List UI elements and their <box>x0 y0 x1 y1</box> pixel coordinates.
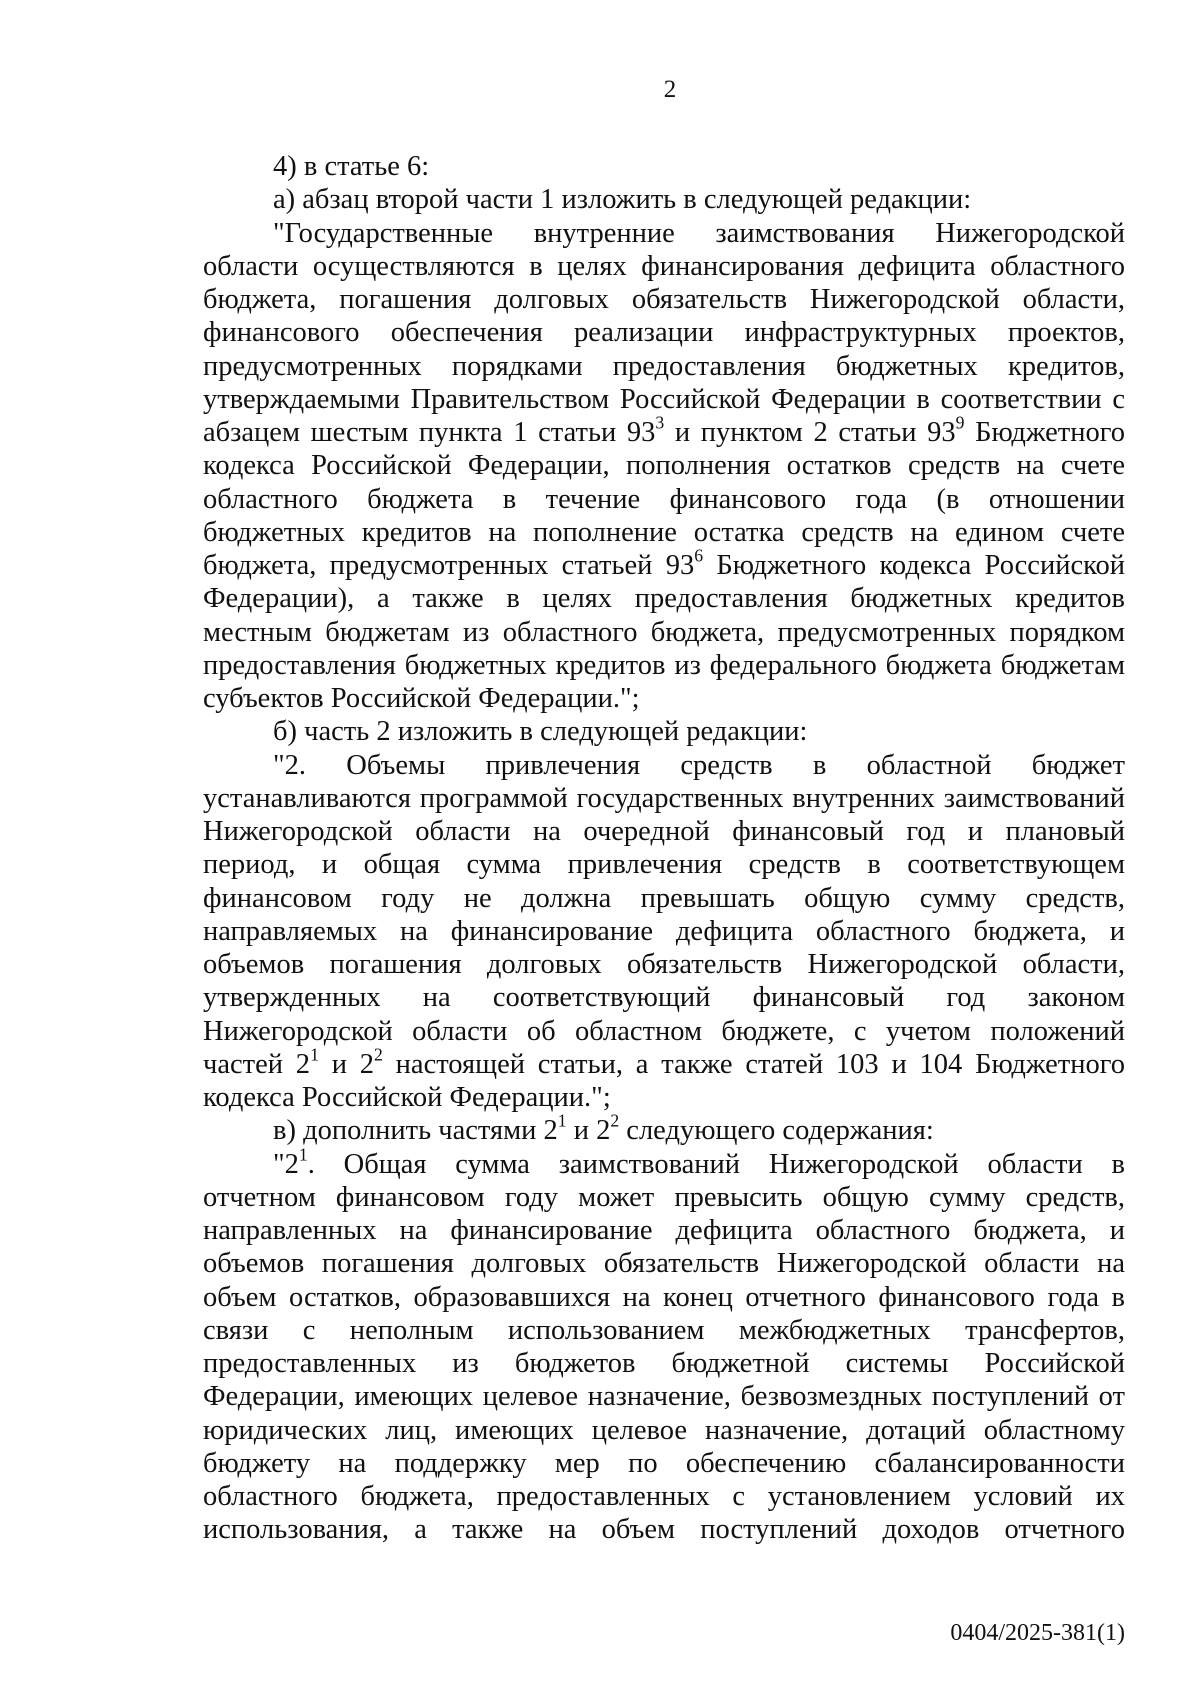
quote-b-line: устанавливаются программой государственных внутренних заимствований <box>203 782 1125 814</box>
quote-c-line: объемов погашения долговых обязательств Нижегородской области на <box>203 1248 1125 1280</box>
quote-c-line: направленных на финансирование дефицита областного бюджета, и <box>203 1215 1125 1246</box>
quote-b-line: утвержденных на соответствующий финансовый год законом <box>203 982 1125 1014</box>
text-fragment: следующего содержания: <box>619 1115 934 1147</box>
text-fragment: бюджета, предусмотренных статьей 93 <box>203 550 695 581</box>
quote-c-line: объем остатков, образовавшихся на конец отчетного финансового года в <box>203 1281 1125 1313</box>
text-fragment: и 2 <box>318 1048 375 1080</box>
text-fragment: и пунктом 2 статьи 93 <box>664 417 956 448</box>
quote-c-line: бюджету на поддержку мер по обеспечению сбалансированности <box>203 1447 1125 1479</box>
text-fragment: и 2 <box>566 1115 611 1147</box>
text-fragment: . Общая сумма заимствований Нижегородской области в <box>307 1148 1125 1180</box>
text-fragment: частей 2 <box>203 1048 311 1080</box>
quote-a-line: бюджета, погашения долговых обязательств Нижегородской области, <box>203 284 1125 315</box>
quote-c-line: Федерации, имеющих целевое назначение, безвозмездных поступлений от <box>203 1381 1125 1413</box>
quote-a-line: предоставления бюджетных кредитов из федерального бюджета бюджетам <box>203 649 1125 681</box>
quote-a-line: областного бюджета в течение финансового года (в отношении <box>203 483 1125 515</box>
document-code: 0404/2025-381(1) <box>950 1620 1125 1646</box>
quote-c-line <box>203 1143 1125 1181</box>
superscript: 1 <box>310 1044 319 1065</box>
text-fragment: Бюджетного <box>964 417 1125 448</box>
quote-c-line: предоставленных из бюджетов бюджетной системы Российской <box>203 1348 1125 1379</box>
quote-a-line: бюджетных кредитов на пополнение остатка средств на едином счете <box>203 516 1125 548</box>
quote-b-line: кодекса Российской Федерации."; <box>203 1082 611 1113</box>
quote-b-line: финансовом году не должна превышать общую сумму средств, <box>203 882 1125 914</box>
quote-a-line: предусмотренных порядками предоставления бюджетных кредитов, <box>203 350 1125 382</box>
quote-b-line: Нижегородской области на очередной финансовый год и плановый <box>203 816 1125 847</box>
text-fragment: "2 <box>273 1148 299 1180</box>
superscript: 1 <box>557 1110 567 1131</box>
subitem-c-intro <box>203 1110 1125 1147</box>
page-number: 2 <box>663 76 677 103</box>
quote-c-line: областного бюджета, предоставленных с установлением условий их <box>203 1481 1125 1512</box>
superscript: 9 <box>955 412 965 433</box>
quote-c-line: отчетном финансовом году может превысить общую сумму средств, <box>203 1181 1125 1213</box>
text-fragment: в) дополнить частями 2 <box>273 1115 558 1147</box>
quote-c-line: использования, а также на объем поступлений доходов отчетного <box>203 1514 1125 1546</box>
text-fragment: Бюджетного кодекса Российской <box>703 550 1126 581</box>
document-body <box>203 150 1125 1547</box>
quote-c-line: связи с неполным использованием межбюджетных трансфертов, <box>203 1314 1125 1346</box>
superscript: 2 <box>374 1044 383 1065</box>
quote-a-line: кодекса Российской Федерации, пополнения остатков средств на счете <box>203 450 1125 482</box>
superscript: 6 <box>694 545 704 566</box>
quote-a-line <box>203 545 1126 582</box>
text-fragment: абзацем шестым пункта 1 статьи 93 <box>203 417 656 448</box>
subitem-a-intro: а) абзац второй части 1 изложить в следующей редакции: <box>273 184 972 216</box>
quote-b-line <box>203 1044 1125 1081</box>
item-4-heading: 4) в статье 6: <box>273 151 430 182</box>
quote-a-line: финансового обеспечения реализации инфраструктурных проектов, <box>203 317 1125 349</box>
text-fragment: настоящей статьи, а также статей 103 и 104 Бюджетного <box>382 1048 1125 1080</box>
quote-a-line: "Государственные внутренние заимствования Нижегородской <box>273 217 1125 249</box>
quote-b-line: период, и общая сумма привлечения средств в соответствующем <box>203 849 1125 881</box>
quote-c-line: юридических лиц, имеющих целевое назначение, дотаций областному <box>203 1414 1125 1446</box>
subitem-b-intro: б) часть 2 изложить в следующей редакции: <box>273 716 808 748</box>
superscript: 3 <box>655 412 665 433</box>
quote-b-line: объемов погашения долговых обязательств Нижегородской области, <box>203 949 1125 980</box>
quote-b-line: "2. Объемы привлечения средств в областной бюджет <box>273 749 1125 781</box>
quote-a-line <box>203 412 1125 449</box>
quote-a-line: местным бюджетам из областного бюджета, предусмотренных порядком <box>203 616 1125 648</box>
quote-b-line: направляемых на финансирование дефицита областного бюджета, и <box>203 915 1125 947</box>
superscript: 1 <box>298 1143 308 1164</box>
superscript: 2 <box>610 1110 620 1131</box>
quote-b-line: Нижегородской области об областном бюджете, с учетом положений <box>203 1015 1125 1047</box>
quote-a-line: субъектов Российской Федерации."; <box>203 683 640 714</box>
quote-a-line: Федерации), а также в целях предоставления бюджетных кредитов <box>203 583 1125 615</box>
quote-a-line: утверждаемыми Правительством Российской Федерации в соответствии с <box>203 383 1125 415</box>
quote-a-line: области осуществляются в целях финансирования дефицита областного <box>203 250 1125 282</box>
